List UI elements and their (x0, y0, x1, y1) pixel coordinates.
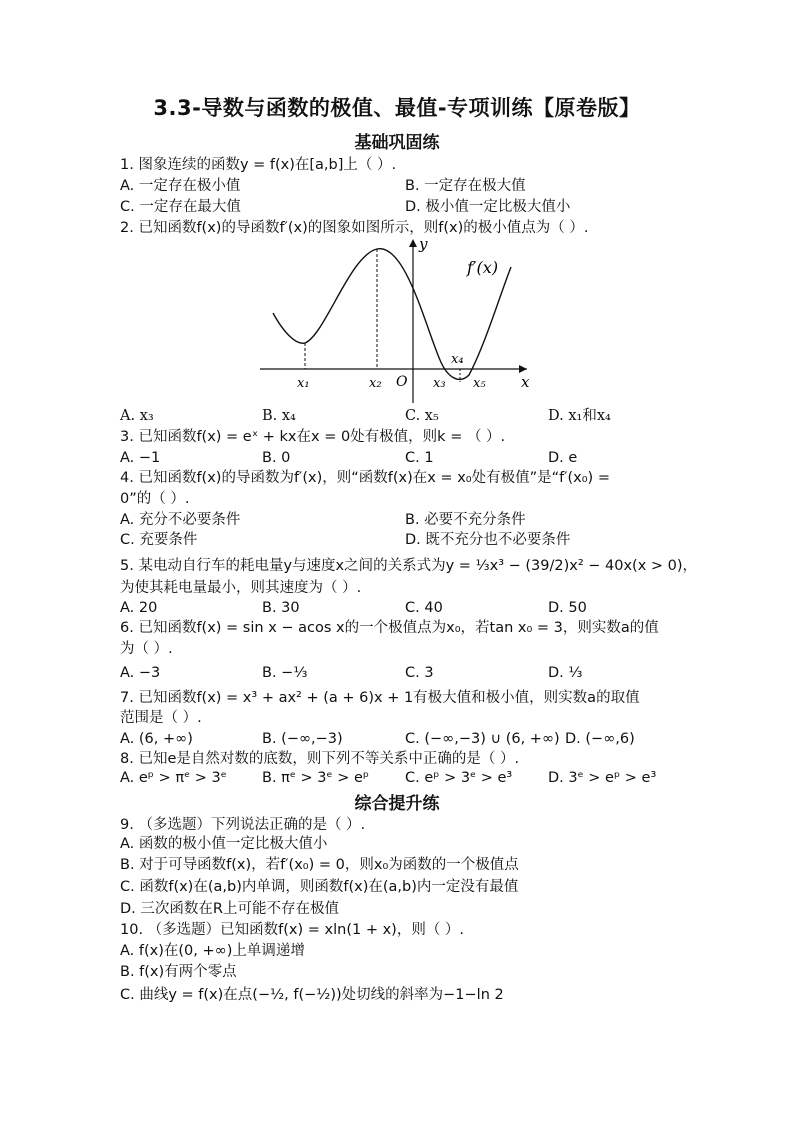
x1-label: x₁ (297, 376, 310, 391)
q7-option-d: D. (−∞,6) (565, 731, 635, 747)
q1-option-d: D. 极小值一定比极大值小 (405, 199, 571, 215)
x-axis-arrow (519, 365, 527, 373)
q6-option-c: C. 3 (405, 665, 434, 681)
q1-option-a: A. 一定存在极小值 (120, 178, 241, 194)
q9-option-a: A. 函数的极小值一定比极大值小 (120, 836, 328, 852)
q9-option-c: C. 函数f(x)在(a,b)内单调，则函数f(x)在(a,b)内一定没有最值 (120, 879, 519, 895)
q7-option-b: B. (−∞,−3) (262, 731, 343, 747)
q4-option-d: D. 既不充分也不必要条件 (405, 532, 571, 548)
question-4-stem-line2: 0”的（ ）. (120, 491, 190, 507)
q6-option-b: B. −⅓ (262, 665, 308, 681)
q3-option-b: B. 0 (262, 450, 291, 466)
q6-option-a: A. −3 (120, 665, 161, 681)
q2-option-a: A. x₃ (120, 408, 154, 424)
derivative-graph (255, 235, 540, 405)
q3-option-a: A. −1 (120, 450, 161, 466)
question-2-stem: 2. 已知函数f(x)的导函数f′(x)的图象如图所示，则f(x)的极小值点为（ ）. (120, 220, 589, 236)
q1-option-b: B. 一定存在极大值 (405, 178, 526, 194)
origin-label: O (396, 374, 408, 390)
q8-option-c: C. eᵖ > 3ᵉ > e³ (405, 770, 513, 786)
question-8-stem: 8. 已知e是自然对数的底数，则下列不等关系中正确的是（ ）. (120, 751, 520, 767)
q4-option-b: B. 必要不充分条件 (405, 512, 526, 528)
page-title: 3.3-导数与函数的极值、最值-专项训练【原卷版】 (153, 96, 641, 120)
question-1-stem: 1. 图象连续的函数y = f(x)在[a,b]上（ ）. (120, 157, 397, 173)
q3-option-c: C. 1 (405, 450, 434, 466)
q1-option-c: C. 一定存在最大值 (120, 199, 241, 215)
question-7-stem-line1: 7. 已知函数f(x) = x³ + ax² + (a + 6)x + 1有极大值和极小值，则实数a的取值 (120, 690, 640, 706)
x-axis-label: x (521, 373, 530, 391)
q4-option-c: C. 充要条件 (120, 532, 198, 548)
q2-option-b: B. x₄ (262, 408, 296, 424)
curve-label: f′(x) (467, 258, 499, 277)
q5-option-c: C. 40 (405, 600, 443, 616)
q8-option-a: A. eᵖ > πᵉ > 3ᵉ (120, 770, 227, 786)
question-5-stem-line1: 5. 某电动自行车的耗电量y与速度x之间的关系式为y = ⅓x³ − (39/2)x² − 40x(x > 0)， (120, 558, 698, 574)
x3-label: x₃ (433, 376, 446, 391)
q9-option-b: B. 对于可导函数f(x)，若f′(x₀) = 0，则x₀为函数的一个极值点 (120, 857, 519, 873)
q6-option-d: D. ⅓ (548, 665, 583, 681)
q2-option-c: C. x₅ (405, 408, 439, 424)
q7-option-c: C. (−∞,−3) ∪ (6, +∞) (405, 731, 560, 747)
x2-label: x₂ (369, 376, 382, 391)
q8-option-b: B. πᵉ > 3ᵉ > eᵖ (262, 770, 370, 786)
q10-option-a: A. f(x)在(0, +∞)上单调递增 (120, 943, 305, 959)
x4-label: x₄ (451, 352, 464, 367)
q5-option-a: A. 20 (120, 600, 158, 616)
y-axis-label: y (419, 235, 428, 253)
question-4-stem-line1: 4. 已知函数f(x)的导函数为f′(x)，则“函数f(x)在x = x₀处有极值”是“f′(x₀) = (120, 470, 610, 486)
q5-option-b: B. 30 (262, 600, 300, 616)
q4-option-a: A. 充分不必要条件 (120, 512, 241, 528)
question-3-stem: 3. 已知函数f(x) = eˣ + kx在x = 0处有极值，则k = （ ）. (120, 429, 506, 445)
q3-option-d: D. e (548, 450, 578, 466)
q10-option-b: B. f(x)有两个零点 (120, 964, 237, 980)
section-heading-basic: 基础巩固练 (354, 133, 440, 153)
y-axis-arrow (409, 239, 417, 247)
q7-option-a: A. (6, +∞) (120, 731, 193, 747)
question-6-stem-line1: 6. 已知函数f(x) = sin x − acos x的一个极值点为x₀，若tan x₀ = 3，则实数a的值 (120, 620, 659, 636)
question-10-stem: 10. （多选题）已知函数f(x) = xln(1 + x)，则（ ）. (120, 922, 465, 938)
q9-option-d: D. 三次函数在R上可能不存在极值 (120, 901, 339, 917)
question-5-stem-line2: 为使其耗电量最小，则其速度为（ ）. (120, 580, 362, 596)
question-9-stem: 9. （多选题）下列说法正确的是（ ）. (120, 817, 366, 833)
x5-label: x₅ (473, 376, 486, 391)
q5-option-d: D. 50 (548, 600, 587, 616)
q10-option-c: C. 曲线y = f(x)在点(−½, f(−½))处切线的斜率为−1−ln 2 (120, 987, 504, 1003)
section-heading-advanced: 综合提升练 (354, 794, 440, 814)
question-7-stem-line2: 范围是（ ）. (120, 710, 202, 726)
q2-option-d: D. x₁和x₄ (548, 408, 611, 424)
q8-option-d: D. 3ᵉ > eᵖ > e³ (548, 770, 657, 786)
question-6-stem-line2: 为（ ）. (120, 641, 173, 657)
